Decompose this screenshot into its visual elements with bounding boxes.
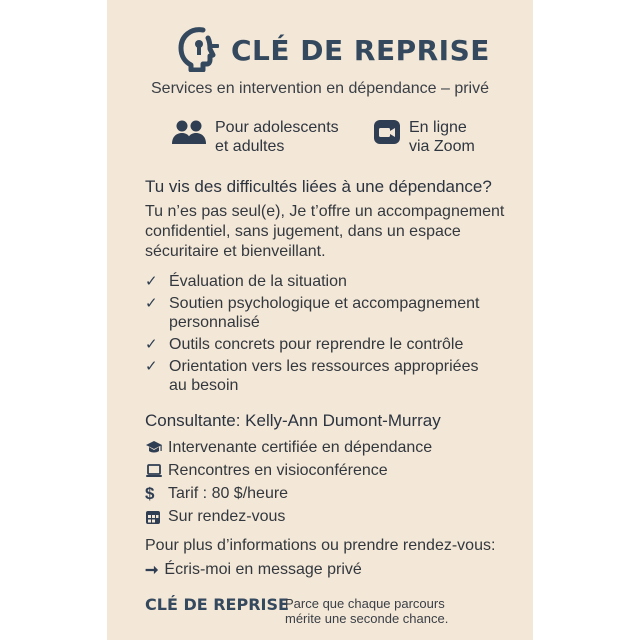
tagline-line: Parce que chaque parcours <box>285 596 445 611</box>
list-item <box>145 272 525 291</box>
people-icon <box>171 118 207 153</box>
list-item <box>145 436 525 459</box>
checkmark-icon: ✓ <box>145 358 158 375</box>
feature-audience-line1: Pour adolescents <box>215 119 339 136</box>
arrow-right-icon: ➞ <box>145 562 159 579</box>
contact-action-text: Écris-moi en message privé <box>164 561 362 578</box>
head-keyhole-icon <box>177 24 221 77</box>
dollar-icon: $ <box>145 484 155 503</box>
feature-online-line2: via Zoom <box>409 138 475 155</box>
service-text: au besoin <box>169 377 239 394</box>
service-text: personnalisé <box>169 314 260 331</box>
graduation-cap-icon <box>145 440 168 456</box>
intro-question: Tu vis des difficultés liées à une dépendance? <box>145 177 492 196</box>
list-item <box>145 482 525 505</box>
intro-paragraph <box>145 202 525 262</box>
intro-line: sécuritaire et bienveillant. <box>145 243 326 260</box>
checkmark-icon: ✓ <box>145 273 158 290</box>
laptop-icon <box>145 463 168 479</box>
detail-text: Intervenante certifiée en dépendance <box>168 439 433 456</box>
list-item <box>145 459 525 482</box>
service-text: Soutien psychologique et accompagnement <box>169 295 480 312</box>
feature-online <box>373 118 475 156</box>
detail-text: Sur rendez-vous <box>168 508 286 525</box>
header <box>177 26 490 74</box>
list-item <box>145 294 525 332</box>
tagline-line: mérite une seconde chance. <box>285 611 449 626</box>
video-camera-icon <box>373 118 401 151</box>
service-text: Évaluation de la situation <box>169 273 347 290</box>
footer-brand: CLÉ DE REPRISE <box>145 595 289 614</box>
intro-line: confidentiel, sans jugement, dans un espace <box>145 223 461 240</box>
services-list <box>145 272 525 398</box>
calendar-icon <box>145 509 168 525</box>
footer-tagline <box>285 596 448 626</box>
service-text: Outils concrets pour reprendre le contrôle <box>169 336 464 353</box>
list-item <box>145 505 525 528</box>
service-text: Orientation vers les ressources appropriées <box>169 358 479 375</box>
detail-text: Tarif : 80 $/heure <box>168 485 289 502</box>
subtitle: Services en intervention en dépendance – privé <box>151 80 489 97</box>
list-item <box>145 335 525 354</box>
detail-text: Rencontres en visioconférence <box>168 462 388 479</box>
feature-audience <box>171 118 339 156</box>
consultant-details <box>145 436 525 528</box>
page-title: CLÉ DE REPRISE <box>231 33 490 67</box>
flyer-card <box>107 0 533 640</box>
list-item <box>145 357 525 395</box>
intro-line: Tu n’es pas seul(e), Je t’offre un accompagnement <box>145 203 505 220</box>
checkmark-icon: ✓ <box>145 336 158 353</box>
contact-action <box>145 560 362 580</box>
feature-audience-line2: et adultes <box>215 138 285 155</box>
feature-online-line1: En ligne <box>409 119 467 136</box>
contact-prompt: Pour plus d’informations ou prendre rendez-vous: <box>145 537 496 554</box>
checkmark-icon: ✓ <box>145 295 158 312</box>
consultant-heading: Consultante: Kelly-Ann Dumont-Murray <box>145 411 441 430</box>
